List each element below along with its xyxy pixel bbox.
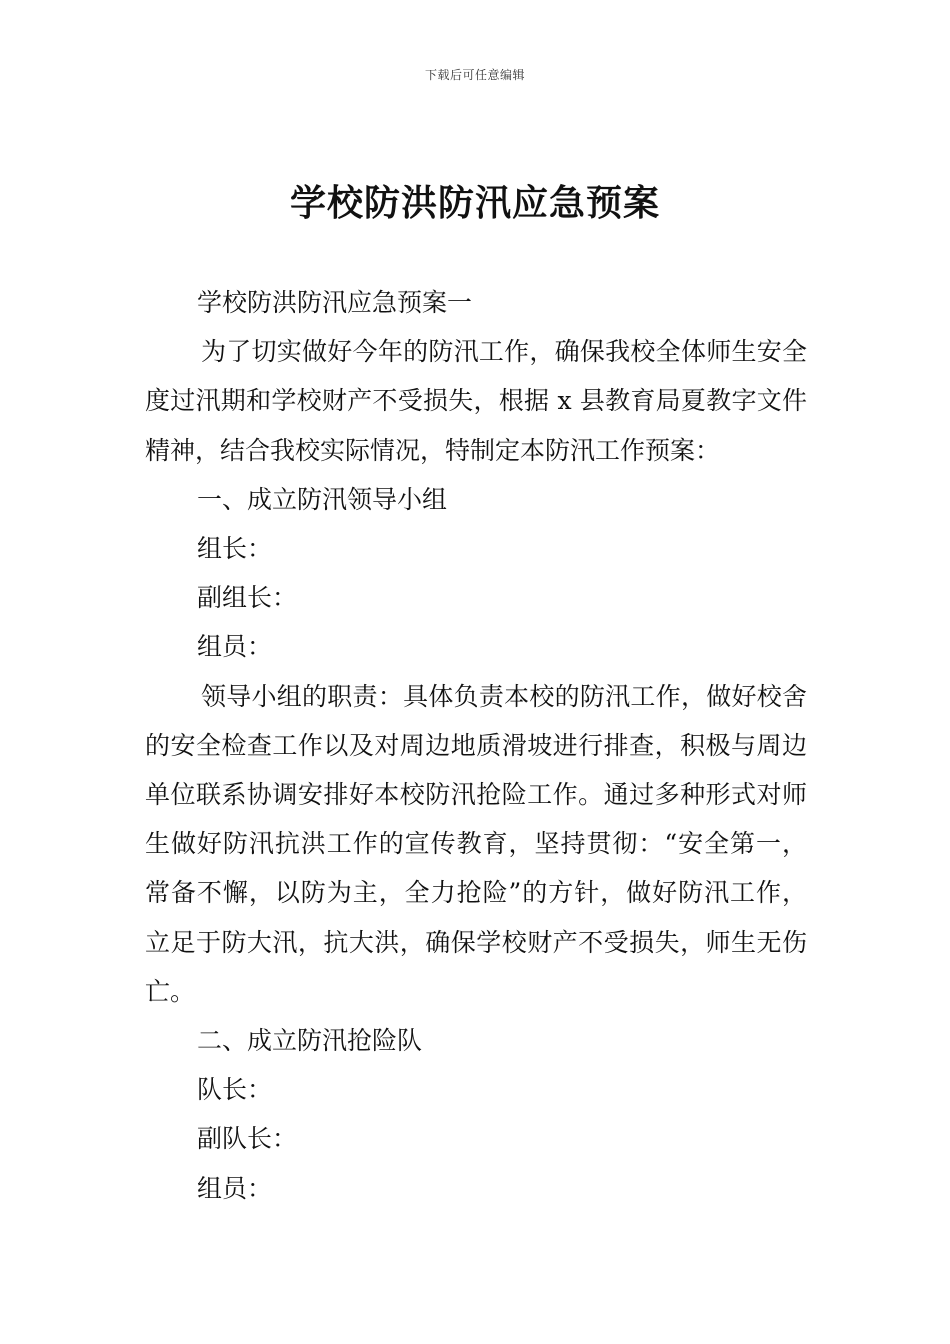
- document-title: 学校防洪防汛应急预案: [289, 183, 660, 224]
- duties-paragraph: 领导小组的职责：具体负责本校的防汛工作，做好校舍的安全检查工作以及对周边地质滑坡进行排查，积极与周边单位联系协调安排好本校防汛抢险工作。通过多种形式对师生做好防汛抗洪工作的宣传教育，坚持贯彻：“安全第一，常备不懈，以防为主，全力抢险”的方针，做好防汛工作，立足于防大汛，抗大洪，确保学校财产不受损失，师生无伤亡。: [145, 681, 807, 1006]
- deputy-leader-line: 副组长：: [197, 583, 298, 613]
- section-heading-leadership: 一、成立防汛领导小组: [197, 484, 448, 514]
- document-body: [145, 278, 807, 1213]
- members-line: 组员：: [197, 632, 273, 662]
- vice-captain-line: 副队长：: [197, 1124, 298, 1154]
- leader-line: 组长：: [197, 534, 273, 564]
- header-note: 下载后可任意编辑: [424, 68, 525, 82]
- section-heading-rescue-team: 二、成立防汛抢险队: [197, 1026, 423, 1056]
- team-members-line: 组员：: [197, 1173, 273, 1203]
- intro-paragraph: 为了切实做好今年的防汛工作，确保我校全体师生安全度过汛期和学校财产不受损失，根据 x 县教育局夏教字文件精神，结合我校实际情况，特制定本防汛工作预案：: [145, 337, 807, 465]
- section-subtitle: 学校防洪防汛应急预案一: [197, 288, 473, 317]
- captain-line: 队长：: [197, 1075, 273, 1105]
